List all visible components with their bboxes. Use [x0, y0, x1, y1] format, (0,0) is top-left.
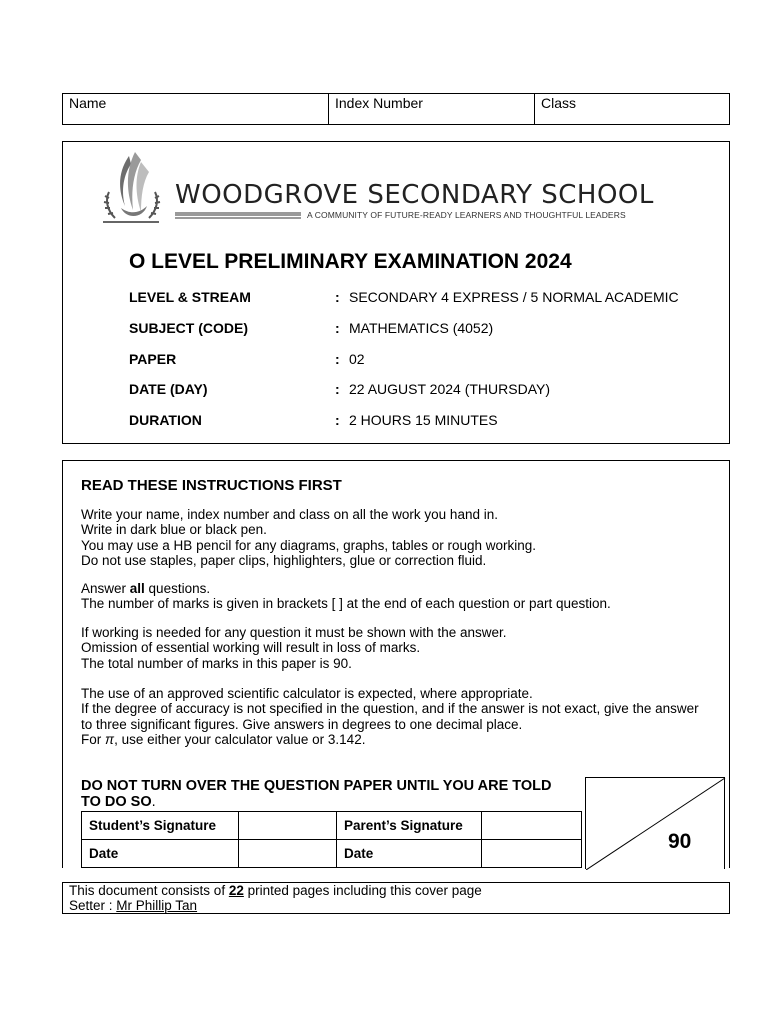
warning-text: DO NOT TURN OVER THE QUESTION PAPER UNTIL YOU ARE TOLD TO DO SO — [81, 778, 552, 810]
instruction-line: The number of marks is given in brackets [ ] at the end of each question or part question. — [81, 596, 611, 612]
parent-date-field[interactable] — [482, 840, 582, 868]
school-logo-icon — [99, 148, 163, 228]
detail-colon: : — [335, 412, 340, 428]
do-not-turn-warning — [81, 778, 561, 810]
student-date-field[interactable] — [239, 840, 337, 868]
detail-row-level-stream — [129, 289, 729, 307]
detail-colon: : — [335, 381, 340, 397]
instruction-text: Answer — [81, 581, 130, 596]
class-field[interactable] — [535, 94, 729, 124]
instruction-line: The use of an approved scientific calculator is expected, where appropriate. — [81, 686, 533, 701]
instructions-paragraph-4 — [81, 686, 727, 747]
class-label: Class — [541, 95, 577, 111]
school-name: WOODGROVE SECONDARY SCHOOL — [175, 180, 654, 210]
instruction-text: , use either your calculator value or 3.142. — [114, 731, 366, 747]
parent-signature-label: Parent’s Signature — [337, 812, 482, 840]
instruction-text: questions. — [144, 581, 211, 596]
candidate-info-box — [62, 93, 730, 125]
student-signature-field[interactable] — [239, 812, 337, 840]
pi-symbol: π — [105, 731, 115, 747]
instructions-paragraph-3 — [81, 625, 727, 671]
detail-colon: : — [335, 320, 340, 336]
detail-row-subject — [129, 320, 729, 338]
instruction-line: Do not use staples, paper clips, highlighters, glue or correction fluid. — [81, 552, 487, 568]
detail-label: DURATION — [129, 412, 202, 428]
footer-box — [62, 882, 730, 914]
instructions-heading: READ THESE INSTRUCTIONS FIRST — [81, 477, 342, 494]
setter-name: Mr Phillip Tan — [116, 898, 198, 913]
parent-signature-field[interactable] — [482, 812, 582, 840]
exam-header-box — [62, 141, 730, 444]
instruction-text: For — [81, 731, 106, 747]
instructions-paragraph-2 — [81, 581, 727, 612]
parent-date-label: Date — [337, 840, 482, 868]
detail-label: DATE (DAY) — [129, 381, 208, 397]
warning-period: . — [151, 794, 156, 810]
detail-colon: : — [335, 351, 340, 367]
detail-row-date — [129, 381, 729, 399]
detail-label: PAPER — [129, 351, 177, 367]
student-signature-label: Student’s Signature — [82, 812, 239, 840]
page-count-text: printed pages including this cover page — [243, 883, 482, 898]
page-count-text: This document consists of — [69, 883, 229, 898]
instruction-line: If working is needed for any question it must be shown with the answer. — [81, 625, 507, 640]
index-number-field[interactable] — [329, 94, 535, 124]
detail-value: 2 HOURS 15 MINUTES — [349, 412, 498, 428]
instruction-line: Write your name, index number and class on all the work you hand in. — [81, 507, 498, 522]
setter-label: Setter : — [69, 898, 117, 913]
name-field[interactable] — [63, 94, 329, 124]
detail-value: SECONDARY 4 EXPRESS / 5 NORMAL ACADEMIC — [349, 289, 679, 305]
detail-colon: : — [335, 289, 340, 305]
exam-title: O LEVEL PRELIMINARY EXAMINATION 2024 — [129, 250, 572, 273]
school-name-underline-thin — [175, 217, 301, 219]
name-label: Name — [69, 95, 107, 111]
instruction-emphasis: all — [129, 581, 145, 596]
school-name-underline — [175, 212, 301, 216]
student-date-label: Date — [82, 840, 239, 868]
detail-label: LEVEL & STREAM — [129, 289, 251, 305]
detail-label: SUBJECT (CODE) — [129, 320, 249, 336]
detail-value: 02 — [349, 351, 365, 367]
instruction-line: If the degree of accuracy is not specified in the question, and if the answer is not exact, give the answer — [81, 701, 699, 717]
index-number-label: Index Number — [335, 95, 423, 111]
setter-line — [69, 898, 723, 913]
instruction-line: Write in dark blue or black pen. — [81, 522, 267, 538]
instruction-line — [81, 732, 727, 747]
instruction-line: The total number of marks in this paper is 90. — [81, 655, 352, 671]
marks-box — [585, 777, 725, 869]
instruction-line — [81, 581, 727, 596]
detail-row-paper — [129, 351, 729, 369]
instruction-line: You may use a HB pencil for any diagrams, graphs, tables or rough working. — [81, 537, 536, 553]
signature-table — [81, 811, 582, 868]
detail-value: 22 AUGUST 2024 (THURSDAY) — [349, 381, 550, 397]
detail-row-duration — [129, 412, 729, 430]
page-count-line — [69, 883, 723, 898]
page-count: 22 — [228, 883, 244, 898]
instruction-line: Omission of essential working will result in loss of marks. — [81, 640, 421, 656]
instructions-box — [62, 460, 730, 868]
detail-value: MATHEMATICS (4052) — [349, 320, 494, 336]
instruction-line: to three significant figures. Give answers in degrees to one decimal place. — [81, 716, 523, 732]
total-marks: 90 — [668, 830, 692, 853]
instructions-paragraph-1 — [81, 507, 727, 568]
school-motto: A COMMUNITY OF FUTURE-READY LEARNERS AND THOUGHTFUL LEADERS — [307, 210, 626, 220]
marks-diagonal-line — [586, 778, 726, 870]
